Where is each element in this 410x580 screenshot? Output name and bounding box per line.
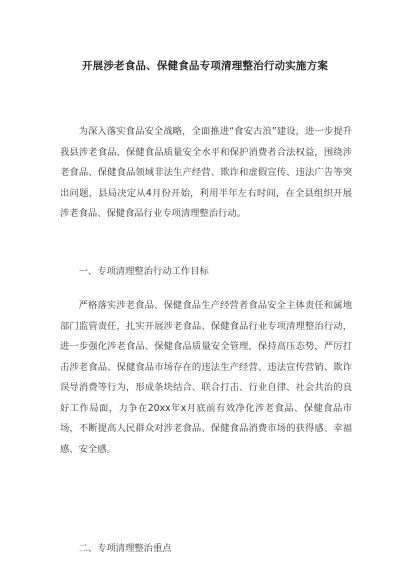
intro-paragraph: 为深入落实食品安全战略，全面推进“食安古浪”建设，进一步提升我县涉老食品、保健食品质量安全水平和保护消费者合法权益，围绕涉老食品、保健食品领域非法生产经营、欺诈和虚假宣传、违法广告等突出问题，县局决定从4月份开始，利用半年左右时间，在全县组织开展涉老食品、保健食品行业专项清理整治行动。	[60, 126, 352, 219]
document-title: 开展涉老食品、保健食品专项清理整治行动实施方案	[81, 60, 329, 72]
goals-paragraph: 严格落实涉老食品、保健食品生产经营者食品安全主体责任和属地部门监管责任，扎实开展涉老食品、保健食品行业专项清理整治行动，进一步强化涉老食品、保健食品质量安全管理，保持高压态势，严厉打击涉老食品、保健食品市场存在的违法生产经营、违法宣传营销、欺诈误导消费等行为，形成条块结合、联合打击、行业自律、社会共治的良好工作局面，力争在20xx年x月底前有效净化涉老食品、保健食品市场，不断提高人民群众对涉老食品、保健食品消费市场的获得感、幸福感、安全感。	[60, 300, 352, 455]
section-heading-goals: 一、专项清理整治行动工作目标	[78, 266, 209, 277]
section-heading-focus: 二、专项清理整治重点	[78, 543, 172, 554]
